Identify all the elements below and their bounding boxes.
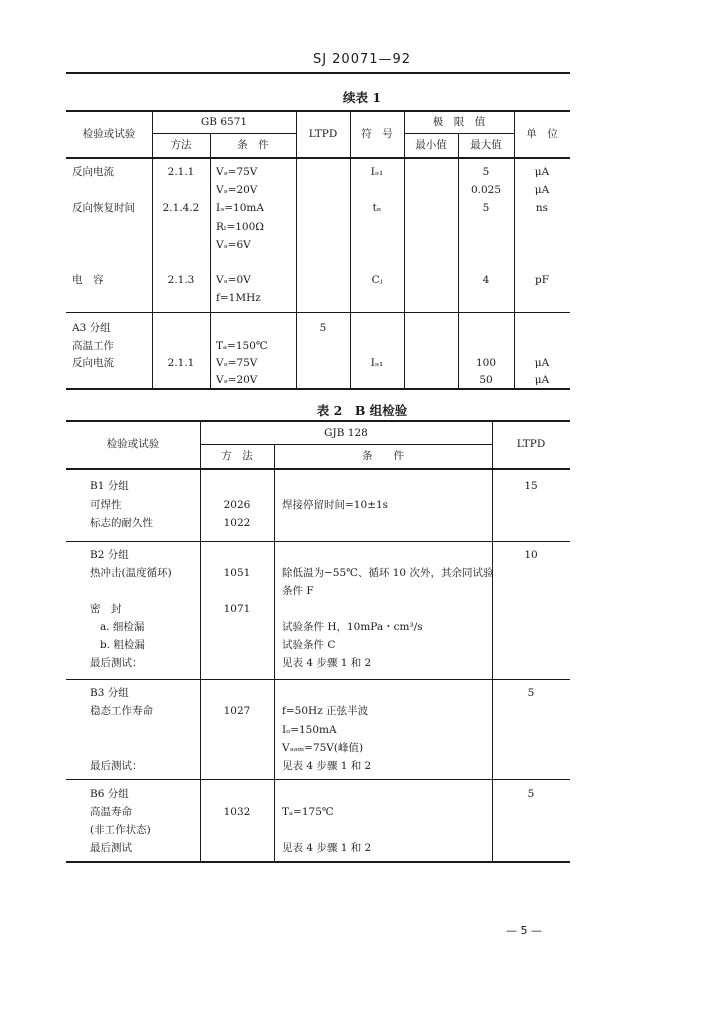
t2-item: B2 分组 [90,549,129,561]
t1-unit: pF [534,274,549,286]
t1-item: 反向恢复时间 [72,202,135,214]
t1-top-rule [66,110,570,112]
t1-max: 5 [482,166,490,178]
t2-item: 最后测试： [90,760,143,772]
t1-max: 0.025 [470,184,502,196]
t2-method: 1027 [223,705,251,717]
t2-cond: f=50Hz 正弦半波 [282,705,369,717]
t2-method: 1051 [223,567,251,579]
t1-item: 反向电流 [72,166,114,178]
t2-group-rule-2 [66,679,570,680]
t2-cond: 试验条件 C [282,639,336,651]
t1-cond: Tₐ=150℃ [216,340,268,352]
t1-symbol: tₙ [372,202,382,214]
t2-ltpd: 15 [524,480,538,492]
t2-item: B1 分组 [90,480,129,492]
t1-cond: Iₔ=10mA [216,202,264,214]
t1-vrule-3 [296,110,297,388]
t1-max: 4 [482,274,490,286]
t1-group-rule [66,312,570,313]
t1-vrule-7 [514,110,515,388]
t1-unit: μA [534,357,550,369]
t1-cond: Vₔ=20V [216,184,258,196]
t1-head-max: 最大值 [470,139,502,151]
t1-unit: ns [535,202,549,214]
t2-item: (非工作状态) [90,824,151,836]
t1-head-ltpd: LTPD [308,128,338,140]
t1-method: 2.1.4.2 [162,202,200,214]
t2-cond: 见表 4 步骤 1 和 2 [282,842,372,854]
t1-bottom-rule [66,388,570,390]
t1-head-unit: 单 位 [526,128,558,140]
t2-head-mid-rule [200,444,492,445]
t1-method: 2.1.1 [167,166,195,178]
t1-max: 50 [479,374,493,386]
document-code: SJ 20071—92 [312,52,412,67]
t1-max: 5 [482,202,490,214]
t1-head-min: 最小值 [415,139,447,151]
t1-head-cond: 条 件 [237,139,269,151]
t2-item: b. 粗检漏 [100,639,145,651]
t2-ltpd: 5 [527,687,535,699]
t2-item: 标志的耐久性 [90,517,153,529]
t2-item: 稳态工作寿命 [90,705,153,717]
t2-cond: Iₒ=150mA [282,724,337,736]
t1-cond: Vₔ=0V [216,274,251,286]
t1-method: 2.1.3 [167,274,195,286]
t1-head-std: GB 6571 [200,116,248,128]
t1-cond: Vₔ=20V [216,374,258,386]
t1-head-mid-rule [152,133,296,134]
t2-method: 2026 [223,499,251,511]
t2-bottom-rule [66,861,570,863]
t2-item: 可焊性 [90,499,122,511]
t2-item: 高温寿命 [90,806,132,818]
table2-caption: 表 2 B 组检验 [316,403,408,418]
t1-vrule-4 [350,110,351,388]
t1-head-item: 检验或试验 [82,128,136,140]
header-rule [66,72,570,74]
t1-cond: Vₔ=75V [216,166,258,178]
t2-cond: Tₐ=175℃ [282,806,334,818]
t1-vrule-2 [210,133,211,388]
t2-item: a. 细检漏 [100,621,145,633]
t1-head-limit: 极 限 值 [432,116,486,128]
t1-symbol: Iₔ₁ [370,357,384,369]
t2-item: 最后测试： [90,657,143,669]
t2-item: 密 封 [90,603,122,615]
t2-cond: 焊接停留时间=10±1s [282,499,389,511]
t1-ltpd: 5 [319,322,327,334]
t2-method: 1032 [223,806,251,818]
t2-cond: 条件 F [282,585,314,597]
page-number: — 5 — [506,924,542,937]
t1-head-symbol: 符 号 [361,128,393,140]
t2-cond: 见表 4 步骤 1 和 2 [282,760,372,772]
t1-max: 100 [475,357,497,369]
t1-item: 电 容 [72,274,104,286]
t2-cond: 见表 4 步骤 1 和 2 [282,657,372,669]
t1-cond: f=1MHz [216,292,261,304]
t1-item: 反向电流 [72,357,114,369]
t2-vrule-2 [274,444,275,861]
t2-cond: Vₔₔₘ=75V(峰值) [282,742,364,754]
t2-head-bottom-rule [66,468,570,470]
t1-unit: μA [534,374,550,386]
t2-item: 热冲击(温度循环) [90,567,172,579]
t2-head-ltpd: LTPD [516,438,546,450]
t2-head-std: GJB 128 [324,427,368,439]
t2-ltpd: 10 [524,549,538,561]
t2-cond: 除低温为−55℃、循环 10 次外，其余同试验 [282,567,494,579]
t2-method: 1071 [223,603,251,615]
t2-head-cond: 条 件 [362,450,404,462]
t1-symbol: Cⱼ [371,274,383,286]
t1-limit-mid-rule [404,133,514,134]
t1-method: 2.1.1 [167,357,195,369]
t2-vrule-1 [200,420,201,861]
t2-method: 1022 [223,517,251,529]
table1-caption: 续表 1 [342,90,382,105]
t2-item: B3 分组 [90,687,129,699]
t1-head-bottom-rule [66,157,570,159]
t1-cond: Vₔ=6V [216,239,251,251]
t2-item: B6 分组 [90,788,129,800]
t1-item: A3 分组 [72,322,111,334]
t1-item: 高温工作 [72,340,114,352]
t1-unit: μA [534,184,550,196]
t2-group-rule-3 [66,779,570,780]
t1-cond: Vₔ=75V [216,357,258,369]
t1-symbol: Iₔ₁ [370,166,384,178]
t2-ltpd: 5 [527,788,535,800]
t2-head-item: 检验或试验 [106,438,160,450]
t2-item: 最后测试 [90,842,132,854]
t1-head-method: 方法 [170,139,192,151]
t1-cond: Rₗ=100Ω [216,221,264,233]
t2-head-method: 方 法 [221,450,253,462]
t2-cond: 试验条件 H，10mPa・cm³/s [282,621,423,633]
t1-unit: μA [534,166,550,178]
t2-top-rule [66,420,570,422]
t2-group-rule-1 [66,541,570,542]
